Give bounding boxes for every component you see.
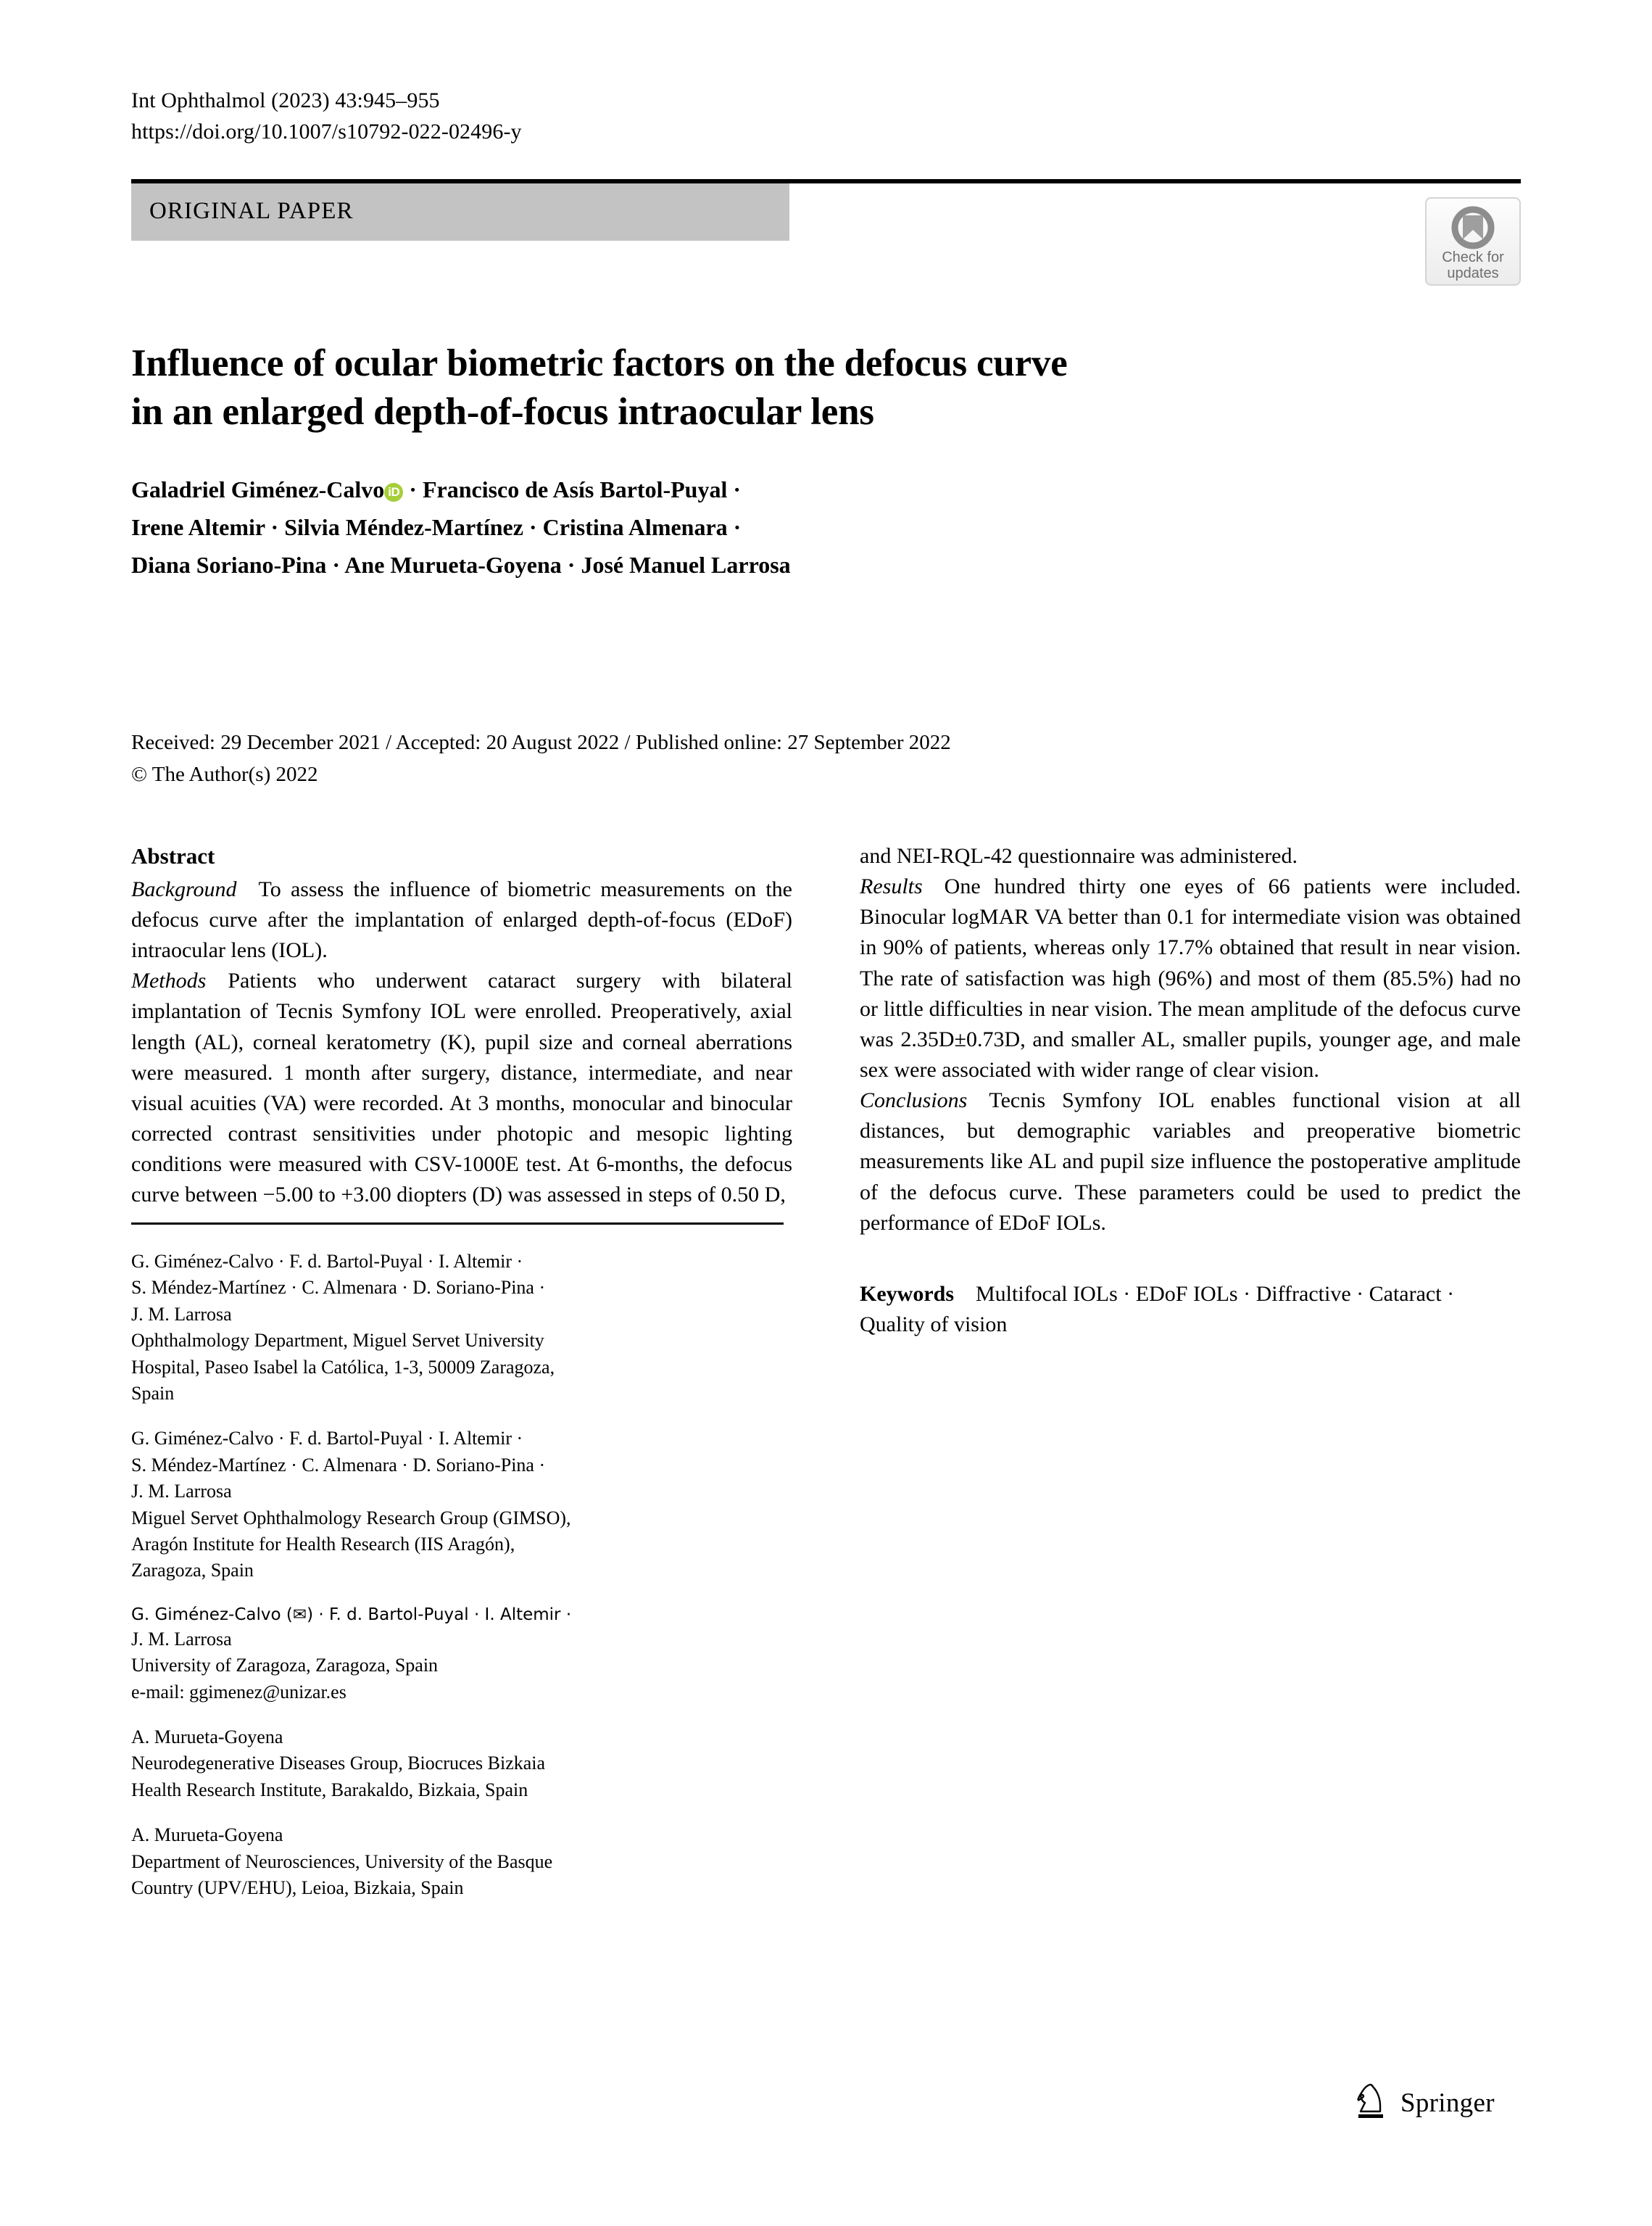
- affiliation-address-line: Aragón Institute for Health Research (IIS Aragón),: [131, 1533, 515, 1555]
- crossmark-label-line2: updates: [1447, 265, 1499, 282]
- keywords: [860, 1279, 1521, 1340]
- crossmark-label: [1427, 249, 1519, 282]
- abstract-methods-continued: and NEI-RQL-42 questionnaire was administered.: [860, 844, 1298, 868]
- affiliation-block: [131, 1426, 792, 1584]
- running-header: [131, 86, 1146, 147]
- author-line-2: Irene Altemir · Silvia Méndez-Martínez · Cristina Almenara ·: [131, 513, 742, 540]
- abstract-methods-text: Patients who underwent cataract surgery with bilateral implantation of Tecnis Symfony IOL were enrolled. Preoperatively, axial length (AL), corneal keratometry (K), pupil size and corneal aberrations were measured. 1 month after surgery, distance, intermediate, and near visual acuities (VA) were recorded. At 3 months, monocular and binocular corrected contrast sensitivities under photopic and mesopic lighting conditions were measured with CSV-1000E test. At 6-months, the defocus curve between −5.00 to +3.00 diopters (D) was assessed in steps of 0.50 D,: [131, 969, 792, 1207]
- doi-line[interactable]: https://doi.org/10.1007/s10792-022-02496-y: [131, 119, 522, 144]
- affiliation-block: [131, 1249, 792, 1407]
- publisher-name: Springer: [1400, 2088, 1495, 2118]
- paper-type-label: ORIGINAL PAPER: [149, 198, 354, 224]
- crossmark-label-line1: Check for: [1442, 249, 1504, 265]
- abstract-methods: [131, 966, 792, 1210]
- affiliation-address-line: Health Research Institute, Barakaldo, Bizkaia, Spain: [131, 1779, 528, 1800]
- affiliation-authors-line: J. M. Larrosa: [131, 1481, 232, 1502]
- affiliation-authors-line: A. Murueta-Goyena: [131, 1726, 283, 1748]
- abstract-background-text: To assess the influence of biometric measurements on the defocus curve after the implantation of enlarged depth-of-focus (EDoF) intraocular lens (IOL).: [131, 877, 792, 963]
- abstract-results-text: One hundred thirty one eyes of 66 patients were included. Binocular logMAR VA better than 0.1 for intermediate vision was obtained in 90% of patients, whereas only 17.7% obtained that result in near vision. The rate of satisfaction was high (96%) and most of them (85.5%) had no or little difficulties in near vision. The mean amplitude of the defocus curve was 2.35D±0.73D, and smaller AL, smaller pupils, younger age, and male sex were associated with wider range of clear vision.: [860, 874, 1521, 1082]
- affiliation-address-line: Department of Neurosciences, University of the Basque: [131, 1850, 553, 1872]
- affiliation-authors-line: S. Méndez-Martínez · C. Almenara · D. Soriano-Pina ·: [131, 1454, 546, 1476]
- abstract-conclusions-text: Tecnis Symfony IOL enables functional vision at all distances, but demographic variables and preoperative biometric measurements like AL and pupil size influence the postoperative amplitude of the defocus curve. These parameters could be used to predict the performance of EDoF IOLs.: [860, 1088, 1521, 1235]
- author-line-1: [131, 471, 1219, 509]
- publication-history: [131, 727, 1291, 790]
- affiliation-block: [131, 1724, 792, 1803]
- abstract-results-label: Results: [860, 874, 923, 899]
- page-title: [131, 339, 1400, 437]
- check-for-updates-badge[interactable]: [1425, 197, 1521, 286]
- affiliation-address-line: Country (UPV/EHU), Leioa, Bizkaia, Spain: [131, 1877, 464, 1898]
- corresponding-author-block: [131, 1603, 792, 1705]
- affiliation-address-line: University of Zaragoza, Zaragoza, Spain: [131, 1655, 439, 1676]
- affiliation-address-line: Neurodegenerative Diseases Group, Biocruces Bizkaia: [131, 1753, 546, 1774]
- abstract-heading: Abstract: [131, 843, 215, 869]
- author-line-3: Diana Soriano-Pina · Ane Murueta-Goyena · José Manuel Larrosa: [131, 551, 791, 578]
- abstract-background: [131, 874, 792, 966]
- affiliation-authors-line: G. Giménez-Calvo · F. d. Bartol-Puyal · I. Altemir ·: [131, 1251, 523, 1272]
- abstract-methods-label: Methods: [131, 969, 207, 993]
- abstract-column-right: [860, 841, 1521, 1340]
- received-accepted-published-line: Received: 29 December 2021 / Accepted: 20 August 2022 / Published online: 27 September 2022: [131, 731, 951, 754]
- affiliation-authors-line: J. M. Larrosa: [131, 1303, 232, 1325]
- affiliation-authors-line: A. Murueta-Goyena: [131, 1824, 283, 1846]
- title-line-2: in an enlarged depth-of-focus intraocular lens: [131, 390, 874, 433]
- corresponding-author-email[interactable]: e-mail: ggimenez@unizar.es: [131, 1681, 346, 1702]
- abstract-conclusions-label: Conclusions: [860, 1088, 968, 1113]
- paper-type-banner: [131, 183, 789, 241]
- copyright-line: © The Author(s) 2022: [131, 762, 318, 786]
- crossmark-icon: [1450, 205, 1495, 250]
- author-line-1-rest: · Francisco de Asís Bartol-Puyal ·: [403, 476, 742, 502]
- abstract-column-left: [131, 841, 792, 1210]
- affiliation-authors-line: J. M. Larrosa: [131, 1628, 232, 1650]
- affiliation-address-line: Ophthalmology Department, Miguel Servet University: [131, 1330, 544, 1352]
- keywords-text: Multifocal IOLs · EDoF IOLs · Diffractive · Cataract · Quality of vision: [860, 1281, 1455, 1336]
- affiliation-authors-line: G. Giménez-Calvo · F. d. Bartol-Puyal · I. Altemir ·: [131, 1428, 523, 1449]
- author-list: [131, 471, 1219, 584]
- author-name-primary: Galadriel Giménez-Calvo: [131, 476, 385, 502]
- footnote-rule: [131, 1222, 784, 1225]
- keywords-heading: Keywords: [860, 1281, 954, 1306]
- affiliation-address-line: Zaragoza, Spain: [131, 1560, 254, 1581]
- title-line-1: Influence of ocular biometric factors on the defocus curve: [131, 342, 1068, 384]
- affiliation-list: [131, 1249, 792, 1901]
- affiliation-block: [131, 1822, 792, 1901]
- publisher-footer: [1353, 2082, 1495, 2123]
- orcid-icon[interactable]: iD: [384, 483, 403, 502]
- journal-citation-line: Int Ophthalmol (2023) 43:945–955: [131, 88, 440, 112]
- springer-knight-logo-icon: [1353, 2082, 1390, 2123]
- affiliation-address-line: Spain: [131, 1382, 175, 1404]
- abstract-background-label: Background: [131, 877, 237, 901]
- affiliation-address-line: Miguel Servet Ophthalmology Research Group (GIMSO),: [131, 1507, 571, 1528]
- abstract-results: [860, 872, 1521, 1085]
- affiliation-authors-line: S. Méndez-Martínez · C. Almenara · D. Soriano-Pina ·: [131, 1277, 546, 1299]
- affiliation-address-line: Hospital, Paseo Isabel la Católica, 1-3, 50009 Zaragoza,: [131, 1356, 555, 1378]
- corresponding-author-line: G. Giménez-Calvo (✉) · F. d. Bartol-Puyal · I. Altemir ·: [131, 1605, 572, 1624]
- abstract-conclusions: [860, 1085, 1521, 1238]
